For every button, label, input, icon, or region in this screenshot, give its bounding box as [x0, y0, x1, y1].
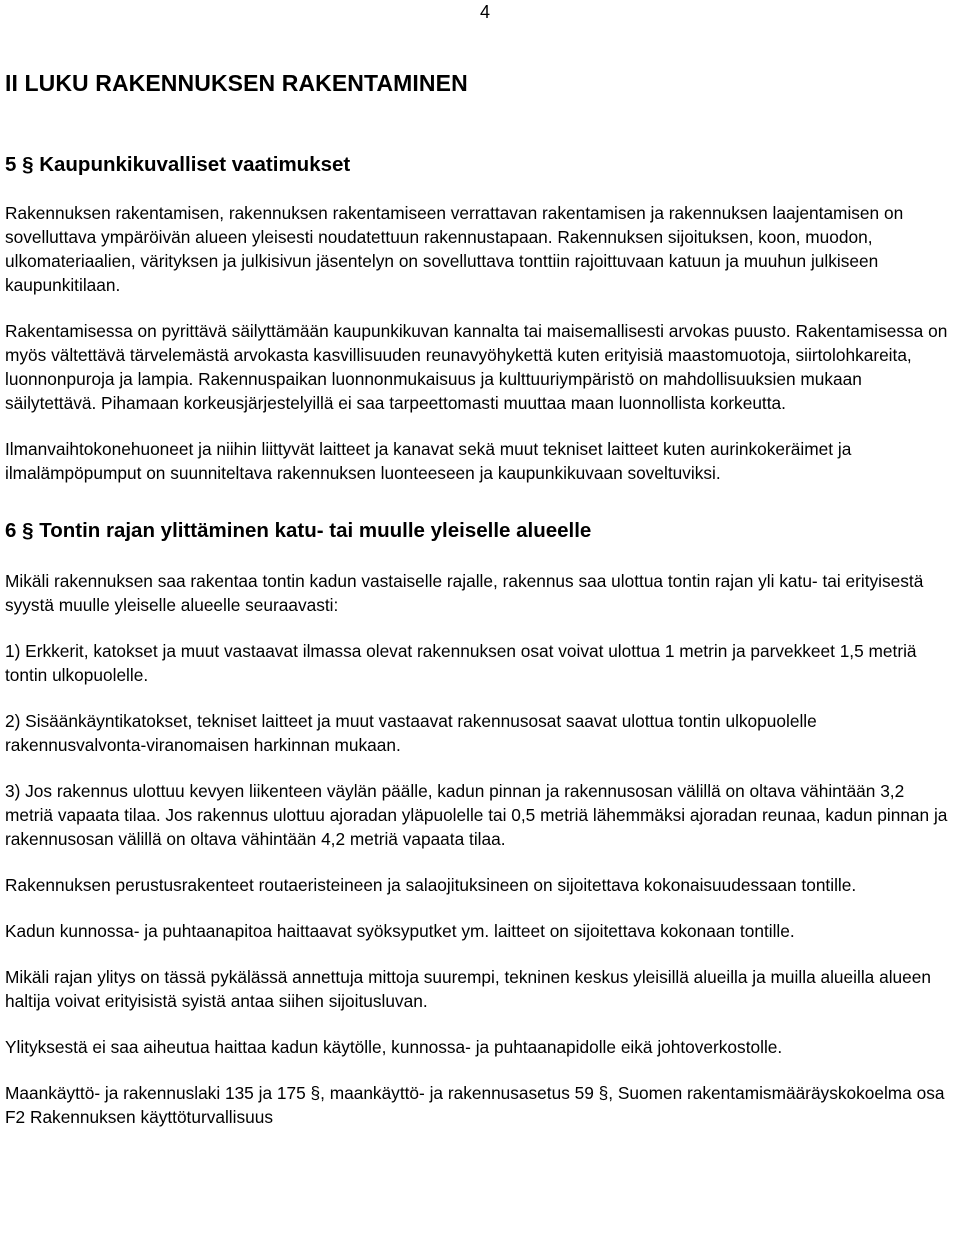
section-5-paragraph-3: Ilmanvaihtokonehuoneet ja niihin liittyvät laitteet ja kanavat sekä muut tekniset laitteet kuten aurinkokeräimet ja ilmalämpöpumput on suunniteltava rakennuksen luonteeseen ja kaupunkikuvaan soveltuviksi.: [5, 439, 852, 483]
chapter-title: II LUKU RAKENNUKSEN RAKENTAMINEN: [5, 70, 468, 96]
section-5-title: 5 § Kaupunkikuvalliset vaatimukset: [5, 153, 351, 176]
section-6-item-3: 3) Jos rakennus ulottuu kevyen liikenteen väylän päälle, kadun pinnan ja rakennusosan välillä on oltava vähintään 3,2 metriä vapaata tilaa. Jos rakennus ulottuu ajoradan yläpuolelle tai 0,5 metriä lähemmäksi ajoradan reunaa, kadun pinnan ja rakennusosan välillä on oltava vähintään 4,2 metriä vapaata tilaa.: [5, 781, 948, 849]
section-5-paragraph-1: Rakennuksen rakentamisen, rakennuksen rakentamiseen verrattavan rakentamisen ja rakennuksen laajentamisen on sovelluttava ympäröivän alueen yleisesti noudatettuun rakennustapaan. Rakennuksen sijoituksen, koon, muodon, ulkomateriaalien, värityksen ja julkisivun jäsentelyn on sovelluttava tonttiin rajoittuvaan katuun ja muuhun julkiseen kaupunkitilaan.: [5, 203, 904, 295]
page-number: 4: [480, 2, 491, 22]
section-6-item-2: 2) Sisäänkäyntikatokset, tekniset laitteet ja muut vastaavat rakennusosat saavat ulottua tontin ulkopuolelle rakennusvalvonta-viranomaisen harkinnan mukaan.: [5, 711, 817, 755]
section-6-exceeding-paragraph: Mikäli rajan ylitys on tässä pykälässä annettuja mittoja suurempi, tekninen keskus yleisillä alueilla ja muilla alueilla alueen haltija voivat erityisistä syistä antaa siihen sijoitusluvan.: [5, 967, 931, 1011]
section-6-maintenance-paragraph: Kadun kunnossa- ja puhtaanapitoa haittaavat syöksyputket ym. laitteet on sijoitettava kokonaan tontille.: [5, 921, 795, 941]
section-6-foundation-paragraph: Rakennuksen perustusrakenteet routaeristeineen ja salaojituksineen on sijoitettava kokonaisuudessaan tontille.: [5, 875, 857, 895]
section-6-references: Maankäyttö- ja rakennuslaki 135 ja 175 §, maankäyttö- ja rakennusasetus 59 §, Suomen rakentamismääräyskokoelma osa F2 Rakennuksen käyttöturvallisuus: [5, 1083, 945, 1127]
section-6-title: 6 § Tontin rajan ylittäminen katu- tai muulle yleiselle alueelle: [5, 519, 592, 542]
document-body: [5, 70, 955, 1151]
section-5-paragraph-2: Rakentamisessa on pyrittävä säilyttämään kaupunkikuvan kannalta tai maisemallisesti arvokas puusto. Rakentamisessa on myös vältettävä tärvelemästä arvokasta kasvillisuuden reunavyöhykettä kuten erityisiä maastomuotoja, siirtolohkareita, luonnonpuroja ja lampia. Rakennuspaikan luonnonmukaisuus ja kulttuuriympäristö on mahdollisuuksien mukaan säilytettävä. Pihamaan korkeusjärjestelyillä ei saa tarpeettomasti muuttaa maan luonnollista korkeutta.: [5, 321, 948, 413]
section-6-intro: Mikäli rakennuksen saa rakentaa tontin kadun vastaiselle rajalle, rakennus saa ulottua tontin rajan yli katu- tai erityisestä syystä muulle yleiselle alueelle seuraavasti:: [5, 571, 924, 615]
section-6-harm-paragraph: Ylityksestä ei saa aiheutua haittaa kadun käytölle, kunnossa- ja puhtaanapidolle eikä johtoverkostolle.: [5, 1037, 783, 1057]
section-6-item-1: 1) Erkkerit, katokset ja muut vastaavat ilmassa olevat rakennuksen osat voivat ulottua 1 metrin ja parvekkeet 1,5 metriä tontin ulkopuolelle.: [5, 641, 917, 685]
